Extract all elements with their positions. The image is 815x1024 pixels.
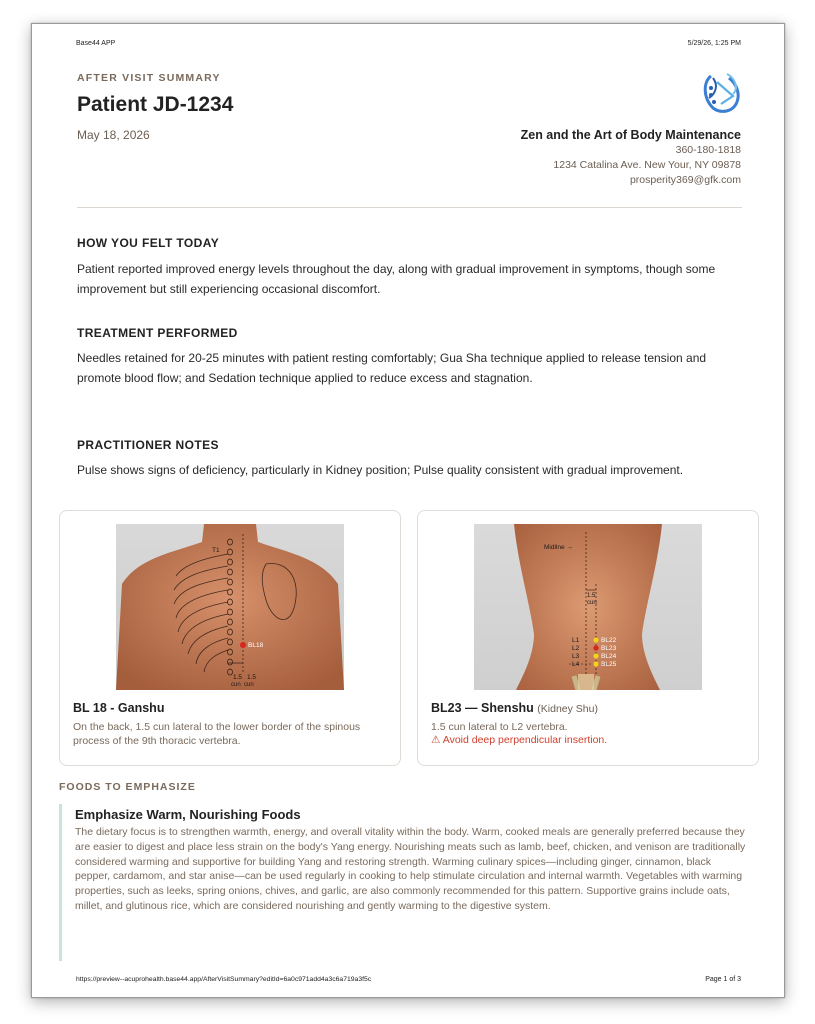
- point-title: [431, 701, 598, 715]
- bl22-label: BL22: [601, 637, 617, 644]
- point-title-main: BL23 — Shenshu: [431, 701, 534, 715]
- foods-title: Emphasize Warm, Nourishing Foods: [75, 807, 301, 822]
- bl23-label: BL23: [601, 645, 617, 652]
- bl18-back-illustration: [116, 524, 344, 690]
- point-subtitle: (Kidney Shu): [537, 703, 598, 715]
- notes-heading: PRACTITIONER NOTES: [77, 438, 219, 452]
- point-title: BL 18 - Ganshu: [73, 701, 165, 715]
- clinic-info: [521, 128, 741, 188]
- clinic-address: 1234 Catalina Ave. New Your, NY 09878: [553, 159, 741, 171]
- clinic-logo: [693, 68, 745, 116]
- treatment-body: Needles retained for 20-25 minutes with patient resting comfortably; Gua Sha technique applied to release tension and promote blood flow; and Sedation technique applied to reduce excess and stagnation.: [77, 351, 707, 385]
- felt-heading: HOW YOU FELT TODAY: [77, 236, 220, 250]
- dist-a: 1.5: [233, 674, 243, 681]
- l4-label: L4: [572, 661, 580, 668]
- point-card-bl23: [417, 510, 759, 766]
- summary-eyebrow: AFTER VISIT SUMMARY: [77, 72, 221, 84]
- print-header-app: Base44 APP: [76, 40, 116, 47]
- bl18-label: BL18: [248, 642, 264, 649]
- unit-a: cun: [231, 682, 241, 688]
- printed-page: [31, 23, 785, 998]
- t1-label: T1: [212, 547, 220, 554]
- l2-label: L2: [572, 645, 580, 652]
- point-description: 1.5 cun lateral to L2 vertebra.: [431, 721, 568, 733]
- clinic-email: prosperity369@gfk.com: [629, 174, 741, 186]
- l1-label: L1: [572, 637, 580, 644]
- l3-label: L3: [572, 653, 580, 660]
- visit-date: May 18, 2026: [77, 128, 150, 142]
- dist-label: 1.5: [587, 593, 596, 599]
- header-divider: [77, 207, 742, 208]
- point-description: On the back, 1.5 cun lateral to the lower border of the spinous process of the 9th thoracic vertebra.: [73, 721, 361, 747]
- midline-label: Midline →: [544, 544, 573, 551]
- foods-heading: FOODS TO EMPHASIZE: [59, 781, 196, 793]
- clinic-phone: 360-180-1818: [675, 144, 741, 156]
- bl23-back-illustration: [474, 524, 702, 690]
- treatment-heading: TREATMENT PERFORMED: [77, 326, 238, 340]
- bl24-label: BL24: [601, 653, 617, 660]
- point-warning: ⚠ Avoid deep perpendicular insertion.: [431, 734, 608, 746]
- clinic-name: Zen and the Art of Body Maintenance: [520, 128, 741, 142]
- print-footer-page: Page 1 of 3: [705, 976, 741, 983]
- bl25-label: BL25: [601, 661, 617, 668]
- foods-callout: [59, 804, 759, 961]
- print-footer-url: https://preview--acuprohealth.base44.app/AfterVisitSummary?editId=6a0c971add4a3c6a719a3f5c: [76, 976, 372, 983]
- print-header-datetime: 5/29/26, 1:25 PM: [687, 40, 741, 47]
- point-card-bl18: [59, 510, 401, 766]
- unit-b: cun: [244, 682, 254, 688]
- felt-body: Patient reported improved energy levels throughout the day, along with gradual improvement in symptoms, though some improvement but still experiencing occasional discomfort.: [77, 262, 716, 296]
- dist-b: 1.5: [247, 674, 257, 681]
- page-title: Patient JD-1234: [77, 93, 234, 116]
- unit-label: cun: [587, 600, 597, 606]
- notes-body: Pulse shows signs of deficiency, particularly in Kidney position; Pulse quality consistent with gradual improvement.: [77, 463, 684, 477]
- foods-body: The dietary focus is to strengthen warmth, energy, and overall vitality within the body. Warm, cooked meals are generally preferred because they are easier to digest and place less strain on the body's Yang energy. Nourishing meats such as lamb, beef, chicken, and venison are traditionally considered warming and supportive for building Yang and restoring strength. Warming culinary spices—including ginger, cinnamon, black pepper, cardamom, and star anise—can be used regularly in cooking to help stimulate circulation and internal warmth. Vegetables with warming properties, such as leeks, spring onions, chives, and garlic, are also commonly recommended for this pattern. Supportive grains include oats, millet, and glutinous rice, which are considered nourishing and gently warming to the digestive system.: [75, 826, 746, 912]
